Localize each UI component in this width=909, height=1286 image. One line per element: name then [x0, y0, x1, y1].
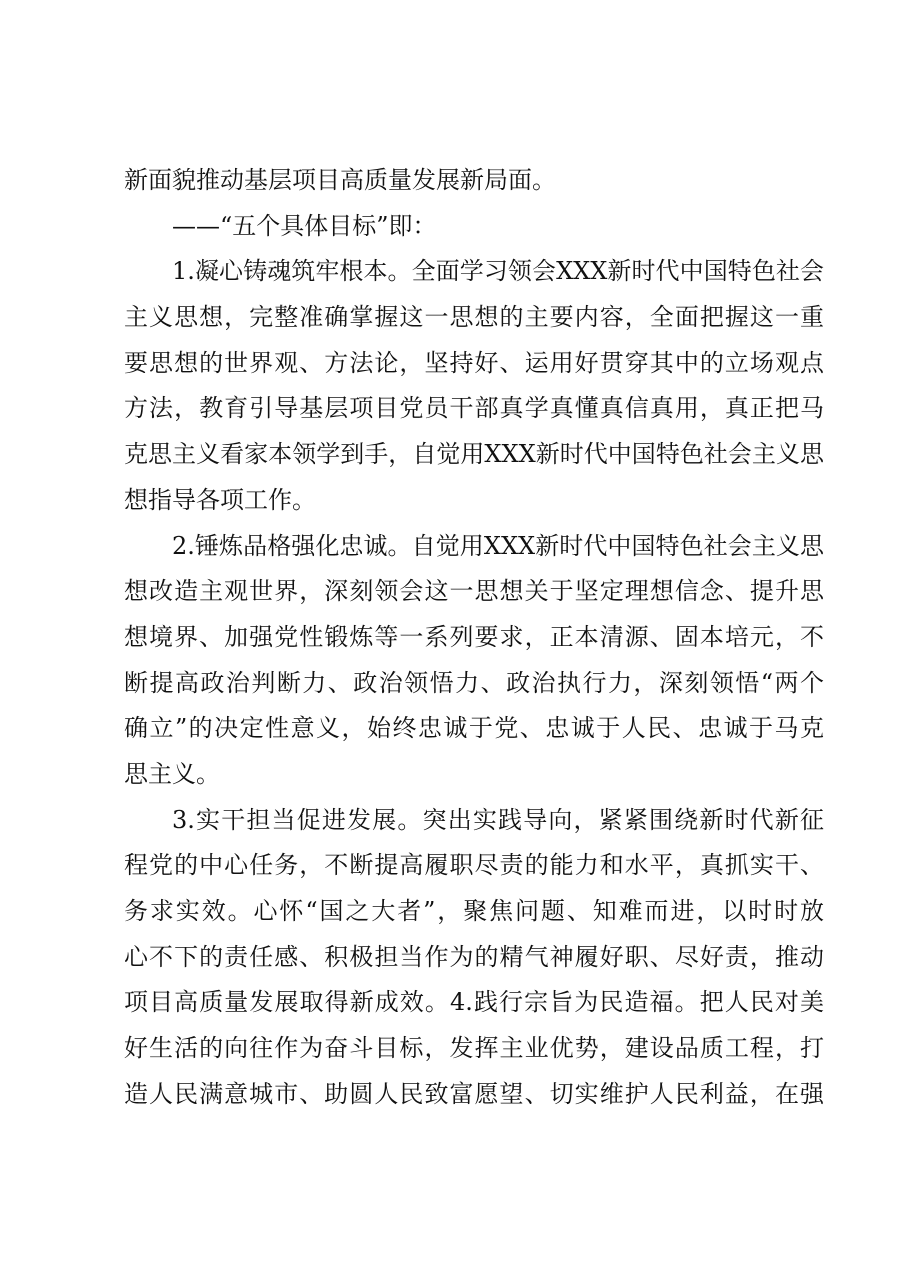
paragraph-line: 务求实效。心怀“国之大者”，聚焦问题、知难而进，以时时放: [124, 897, 824, 925]
paragraph-line: 程党的中心任务，不断提高履职尽责的能力和水平，真抓实干、: [124, 851, 824, 880]
paragraph-line: 断提高政治判断力、政治领悟力、政治执行力，深刻领悟“两个: [124, 668, 824, 697]
paragraph-line: 项目高质量发展取得新成效。4.践行宗旨为民造福。把人民对美: [124, 988, 824, 1017]
paragraph-line: 确立”的决定性意义，始终忠诚于党、忠诚于人民、忠诚于马克: [124, 714, 824, 743]
document-body: [124, 158, 824, 1117]
paragraph-line: 方法，教育引导基层项目党员干部真学真懂真信真用，真正把马: [124, 394, 824, 423]
paragraph-line: 想改造主观世界，深刻领会这一思想关于坚定理想信念、提升思: [124, 577, 824, 606]
paragraph-line: 思主义。: [124, 759, 220, 788]
section-heading-line: ——“五个具体目标”即：: [172, 211, 437, 240]
paragraph-line: 要思想的世界观、方法论，坚持好、运用好贯穿其中的立场观点: [124, 348, 824, 377]
paragraph-line: 2.锤炼品格强化忠诚。自觉用XXX新时代中国特色社会主义思: [172, 531, 824, 560]
paragraph-line: 主义思想，完整准确掌握这一思想的主要内容，全面把握这一重: [124, 303, 824, 332]
paragraph-line: 新面貌推动基层项目高质量发展新局面。: [124, 166, 556, 194]
paragraph-line: 好生活的向往作为奋斗目标，发挥主业优势，建设品质工程，打: [124, 1034, 824, 1063]
paragraph-line: 想境界、加强党性锻炼等一系列要求，正本清源、固本培元，不: [124, 622, 824, 651]
paragraph-line: 1.凝心铸魂筑牢根本。全面学习领会XXX新时代中国特色社会: [172, 257, 824, 286]
paragraph-line: 造人民满意城市、助圆人民致富愿望、切实维护人民利益，在强: [124, 1079, 824, 1108]
paragraph-line: 心不下的责任感、积极担当作为的精气神履好职、尽好责，推动: [124, 942, 824, 971]
paragraph-line: 想指导各项工作。: [124, 485, 316, 514]
paragraph-line: 克思主义看家本领学到手，自觉用XXX新时代中国特色社会主义思: [124, 440, 824, 469]
paragraph-line: 3.实干担当促进发展。突出实践导向，紧紧围绕新时代新征: [172, 805, 824, 834]
